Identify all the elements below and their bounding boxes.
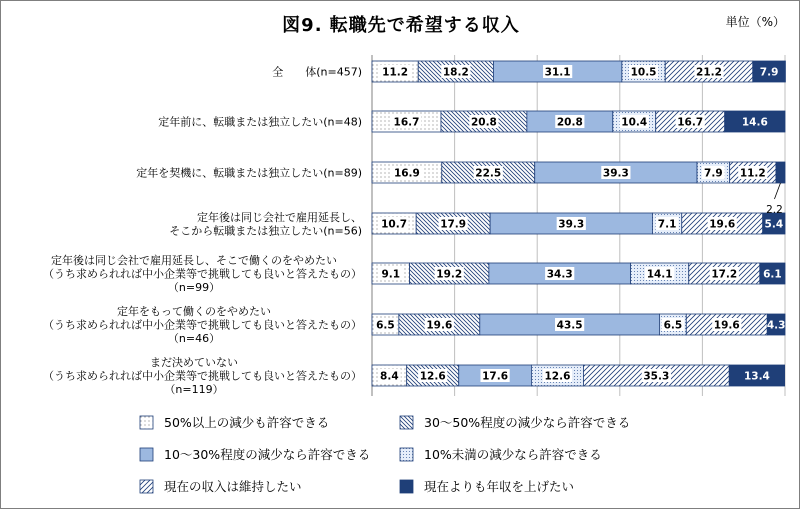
data-label: 12.6 xyxy=(419,370,446,383)
bars xyxy=(372,61,785,386)
legend-swatch xyxy=(400,480,413,493)
legend xyxy=(140,415,630,494)
data-label: 7.1 xyxy=(657,218,677,231)
category-label: 全 体(n=457) xyxy=(272,65,362,79)
data-label: 13.4 xyxy=(743,370,770,383)
data-label: 10.4 xyxy=(621,116,648,129)
data-label: 16.7 xyxy=(677,116,704,129)
category-label: 定年前に、転職または独立したい(n=48) xyxy=(158,115,362,129)
data-label: 19.6 xyxy=(426,319,453,332)
data-label: 11.2 xyxy=(382,66,409,79)
data-label: 39.3 xyxy=(558,218,585,231)
category-label: そこから転職または独立したい(n=56) xyxy=(169,224,362,238)
legend-swatch xyxy=(400,448,413,461)
data-label: 14.1 xyxy=(646,268,673,281)
data-label: 35.3 xyxy=(643,370,670,383)
legend-label: 10～30%程度の減少なら許容できる xyxy=(164,447,371,462)
legend-label: 現在よりも年収を上げたい xyxy=(424,479,575,494)
category-label: 定年を契機に、転職または独立したい(n=89) xyxy=(136,166,362,180)
data-label: 21.2 xyxy=(696,66,722,79)
data-label: 17.9 xyxy=(440,218,467,231)
legend-swatch xyxy=(140,448,153,461)
category-label: （n=46） xyxy=(167,332,221,345)
data-label: 16.9 xyxy=(393,167,420,180)
legend-label: 現在の収入は維持したい xyxy=(164,479,302,494)
unit-label: 単位（%） xyxy=(725,15,785,29)
data-label: 11.2 xyxy=(739,167,766,180)
data-label: 16.7 xyxy=(393,116,420,129)
data-label: 14.6 xyxy=(741,116,768,129)
category-label: まだ決めていない xyxy=(150,356,238,369)
data-label: 9.1 xyxy=(381,268,401,281)
data-label: 17.6 xyxy=(482,370,509,383)
legend-label: 30～50%程度の減少なら許容できる xyxy=(424,415,631,430)
data-label: 12.6 xyxy=(544,370,571,383)
bar-segment xyxy=(776,162,785,183)
data-label: 43.5 xyxy=(556,319,583,332)
data-label: 4.3 xyxy=(766,319,786,332)
callout-label: 2.2 xyxy=(766,204,783,216)
data-label: 20.8 xyxy=(470,116,497,129)
chart-title: 図9. 転職先で希望する収入 xyxy=(282,15,520,36)
category-label: （n=119） xyxy=(164,383,224,396)
data-label: 19.2 xyxy=(436,268,463,281)
category-label: （n=99） xyxy=(167,281,221,294)
data-label: 6.5 xyxy=(376,319,395,332)
category-label: （うち求められれば中小企業等で挑戦しても良いと答えたもの） xyxy=(43,318,362,332)
legend-swatch xyxy=(140,416,153,429)
data-label: 19.6 xyxy=(709,218,736,231)
data-label: 31.1 xyxy=(544,66,571,79)
data-label: 10.5 xyxy=(630,66,657,79)
data-label: 5.4 xyxy=(764,218,784,231)
callout-leader xyxy=(774,183,780,199)
legend-swatch xyxy=(400,416,413,429)
data-label: 19.6 xyxy=(713,319,740,332)
category-label: （うち求められれば中小企業等で挑戦しても良いと答えたもの） xyxy=(43,369,362,383)
data-label: 7.9 xyxy=(704,167,723,180)
data-label: 6.5 xyxy=(663,319,683,332)
legend-label: 10%未満の減少なら許容できる xyxy=(424,447,602,462)
data-label: 39.3 xyxy=(602,167,629,180)
data-label: 20.8 xyxy=(556,116,583,129)
data-label: 8.4 xyxy=(380,370,399,383)
data-label: 22.5 xyxy=(475,167,502,180)
data-label: 6.1 xyxy=(763,268,782,281)
data-label: 7.9 xyxy=(759,66,779,79)
category-label: （うち求められれば中小企業等で挑戦しても良いと答えたもの） xyxy=(43,267,362,281)
category-label: 定年をもって働くのをやめたい xyxy=(117,305,271,318)
category-label: 定年後は同じ会社で雇用延長し、 xyxy=(197,210,362,224)
data-label: 34.3 xyxy=(546,268,573,281)
legend-swatch xyxy=(140,480,153,493)
data-label: 18.2 xyxy=(442,66,469,79)
data-label: 17.2 xyxy=(711,268,738,281)
category-labels xyxy=(43,65,362,397)
category-label: 定年後は同じ会社で雇用延長し、そこで働くのをやめたい xyxy=(51,254,337,267)
legend-label: 50%以上の減少も許容できる xyxy=(164,415,330,430)
data-label: 10.7 xyxy=(381,218,408,231)
